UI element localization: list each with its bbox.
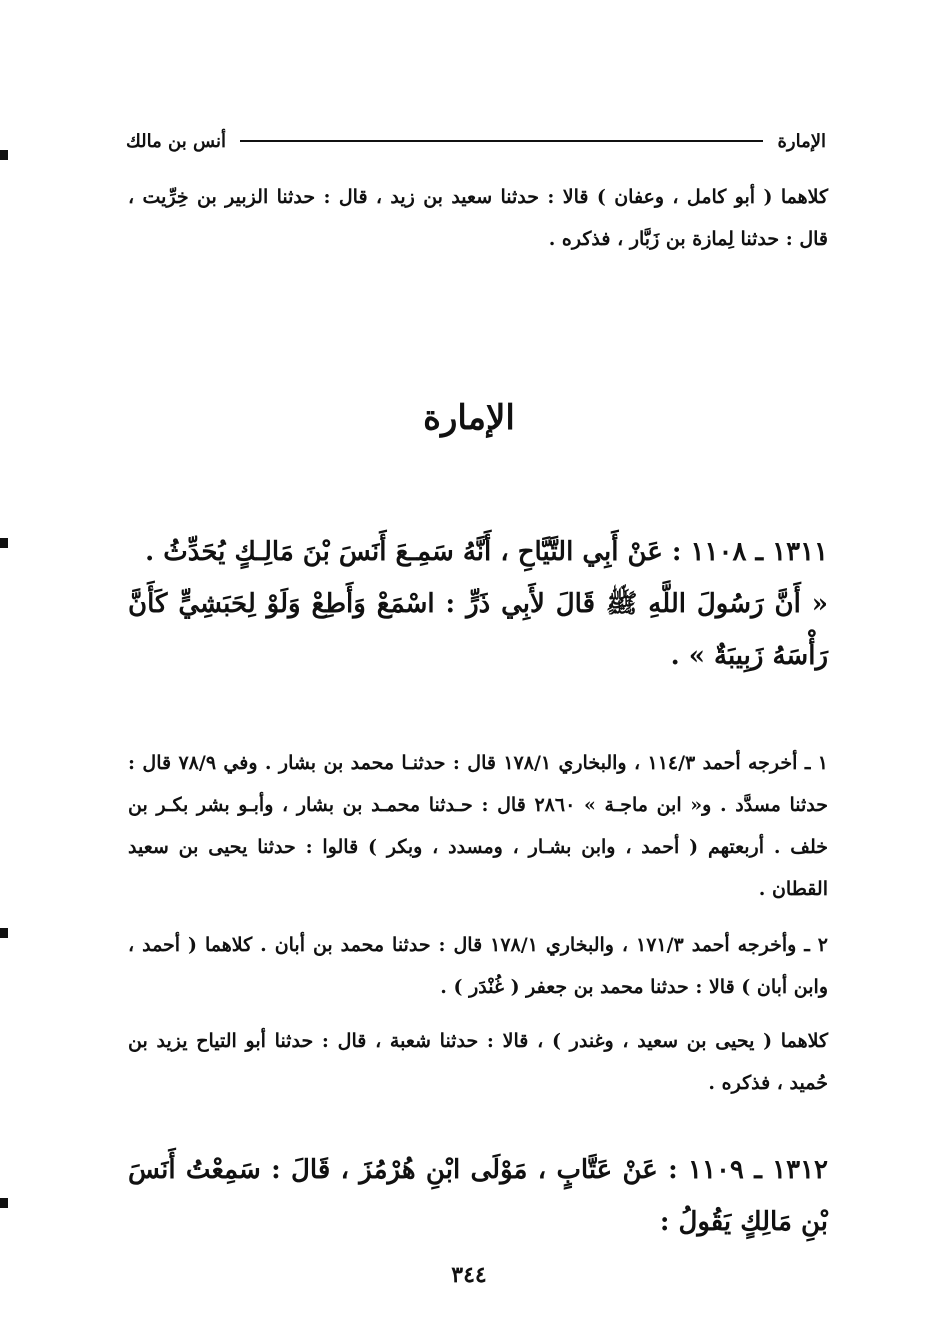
page-number: ٣٤٤ <box>451 1262 487 1288</box>
hadith-1311-text: « أَنَّ رَسُولَ اللَّهِ ﷺ قَالَ لأَبِي ذَرٍّ : اسْمَعْ وَأَطِعْ وَلَوْ لِحَبَشِيٍّ كَأَنَّ رَأْسَهُ زَبِيبَةٌ » . <box>128 589 828 671</box>
hadith-1311-note-1 <box>128 742 828 910</box>
hadith-1312-intro: ١٣١٢ ـ ١١٠٩ : عَنْ عَتَّابٍ ، مَوْلَى ابْنِ هُرْمُزَ ، قَالَ : سَمِعْتُ أَنَسَ بْنِ مَالِكٍ يَقُولُ : <box>128 1155 828 1237</box>
edge-mark <box>0 538 8 548</box>
header-chapter: الإمارة <box>777 130 826 152</box>
running-header <box>126 126 826 156</box>
hadith-1311-intro: ١٣١١ ـ ١١٠٨ : عَنْ أَبِي التَّيَّاحِ ، أَنَّهُ سَمِـعَ أَنَسَ بْنَ مَالِـكٍ يُحَدِّثُ . <box>145 537 828 567</box>
note-text: ١ ـ أخرجه أحمد ١١٤/٣ ، والبخاري ١٧٨/١ قال : حدثنـا محمد بن بشار . وفي ٧٨/٩ قال : حدثنا مسدَّد . و« ابن ماجـة » ٢٨٦٠ قال : حـدثنا محمـد بن بشار ، وأبـو بشر بكـر بن خلف . أربعتهم ( أحمد ، وابن بشـار ، ومسدد ، وبكر ) قالوا : حدثنا يحيى بن سعيد القطان . <box>128 752 828 900</box>
hadith-1311-note-3 <box>128 1020 828 1104</box>
hadith-1312 <box>128 1144 828 1248</box>
edge-mark <box>0 1198 8 1208</box>
header-rule <box>240 140 764 142</box>
header-narrator: أنس بن مالك <box>126 130 226 152</box>
edge-mark <box>0 928 8 938</box>
note-text: ٢ ـ وأخرجه أحمد ١٧١/٣ ، والبخاري ١٧٨/١ قال : حدثنا محمد بن أبان . كلاهما ( أحمد ، وابن أبان ) قالا : حدثنا محمد بن جعفر ( غُنْدَر ) . <box>128 934 828 998</box>
hadith-1311-note-2 <box>128 924 828 1008</box>
edge-mark <box>0 150 8 160</box>
continuation-paragraph <box>128 176 828 260</box>
hadith-1311 <box>128 526 828 682</box>
continuation-text: كلاهما ( أبو كامل ، وعفان ) قالا : حدثنا سعيد بن زيد ، قال : حدثنا الزبير بن خِرِّيت ، قال : حدثنا لِمازة بن زَبَّار ، فذكره . <box>128 186 828 250</box>
note-text: كلاهما ( يحيى بن سعيد ، وغندر ) ، قالا : حدثنا شعبة ، قال : حدثنا أبو التياح يزيد بن حُميد ، فذكره . <box>128 1030 828 1094</box>
section-title: الإمارة <box>423 398 515 438</box>
